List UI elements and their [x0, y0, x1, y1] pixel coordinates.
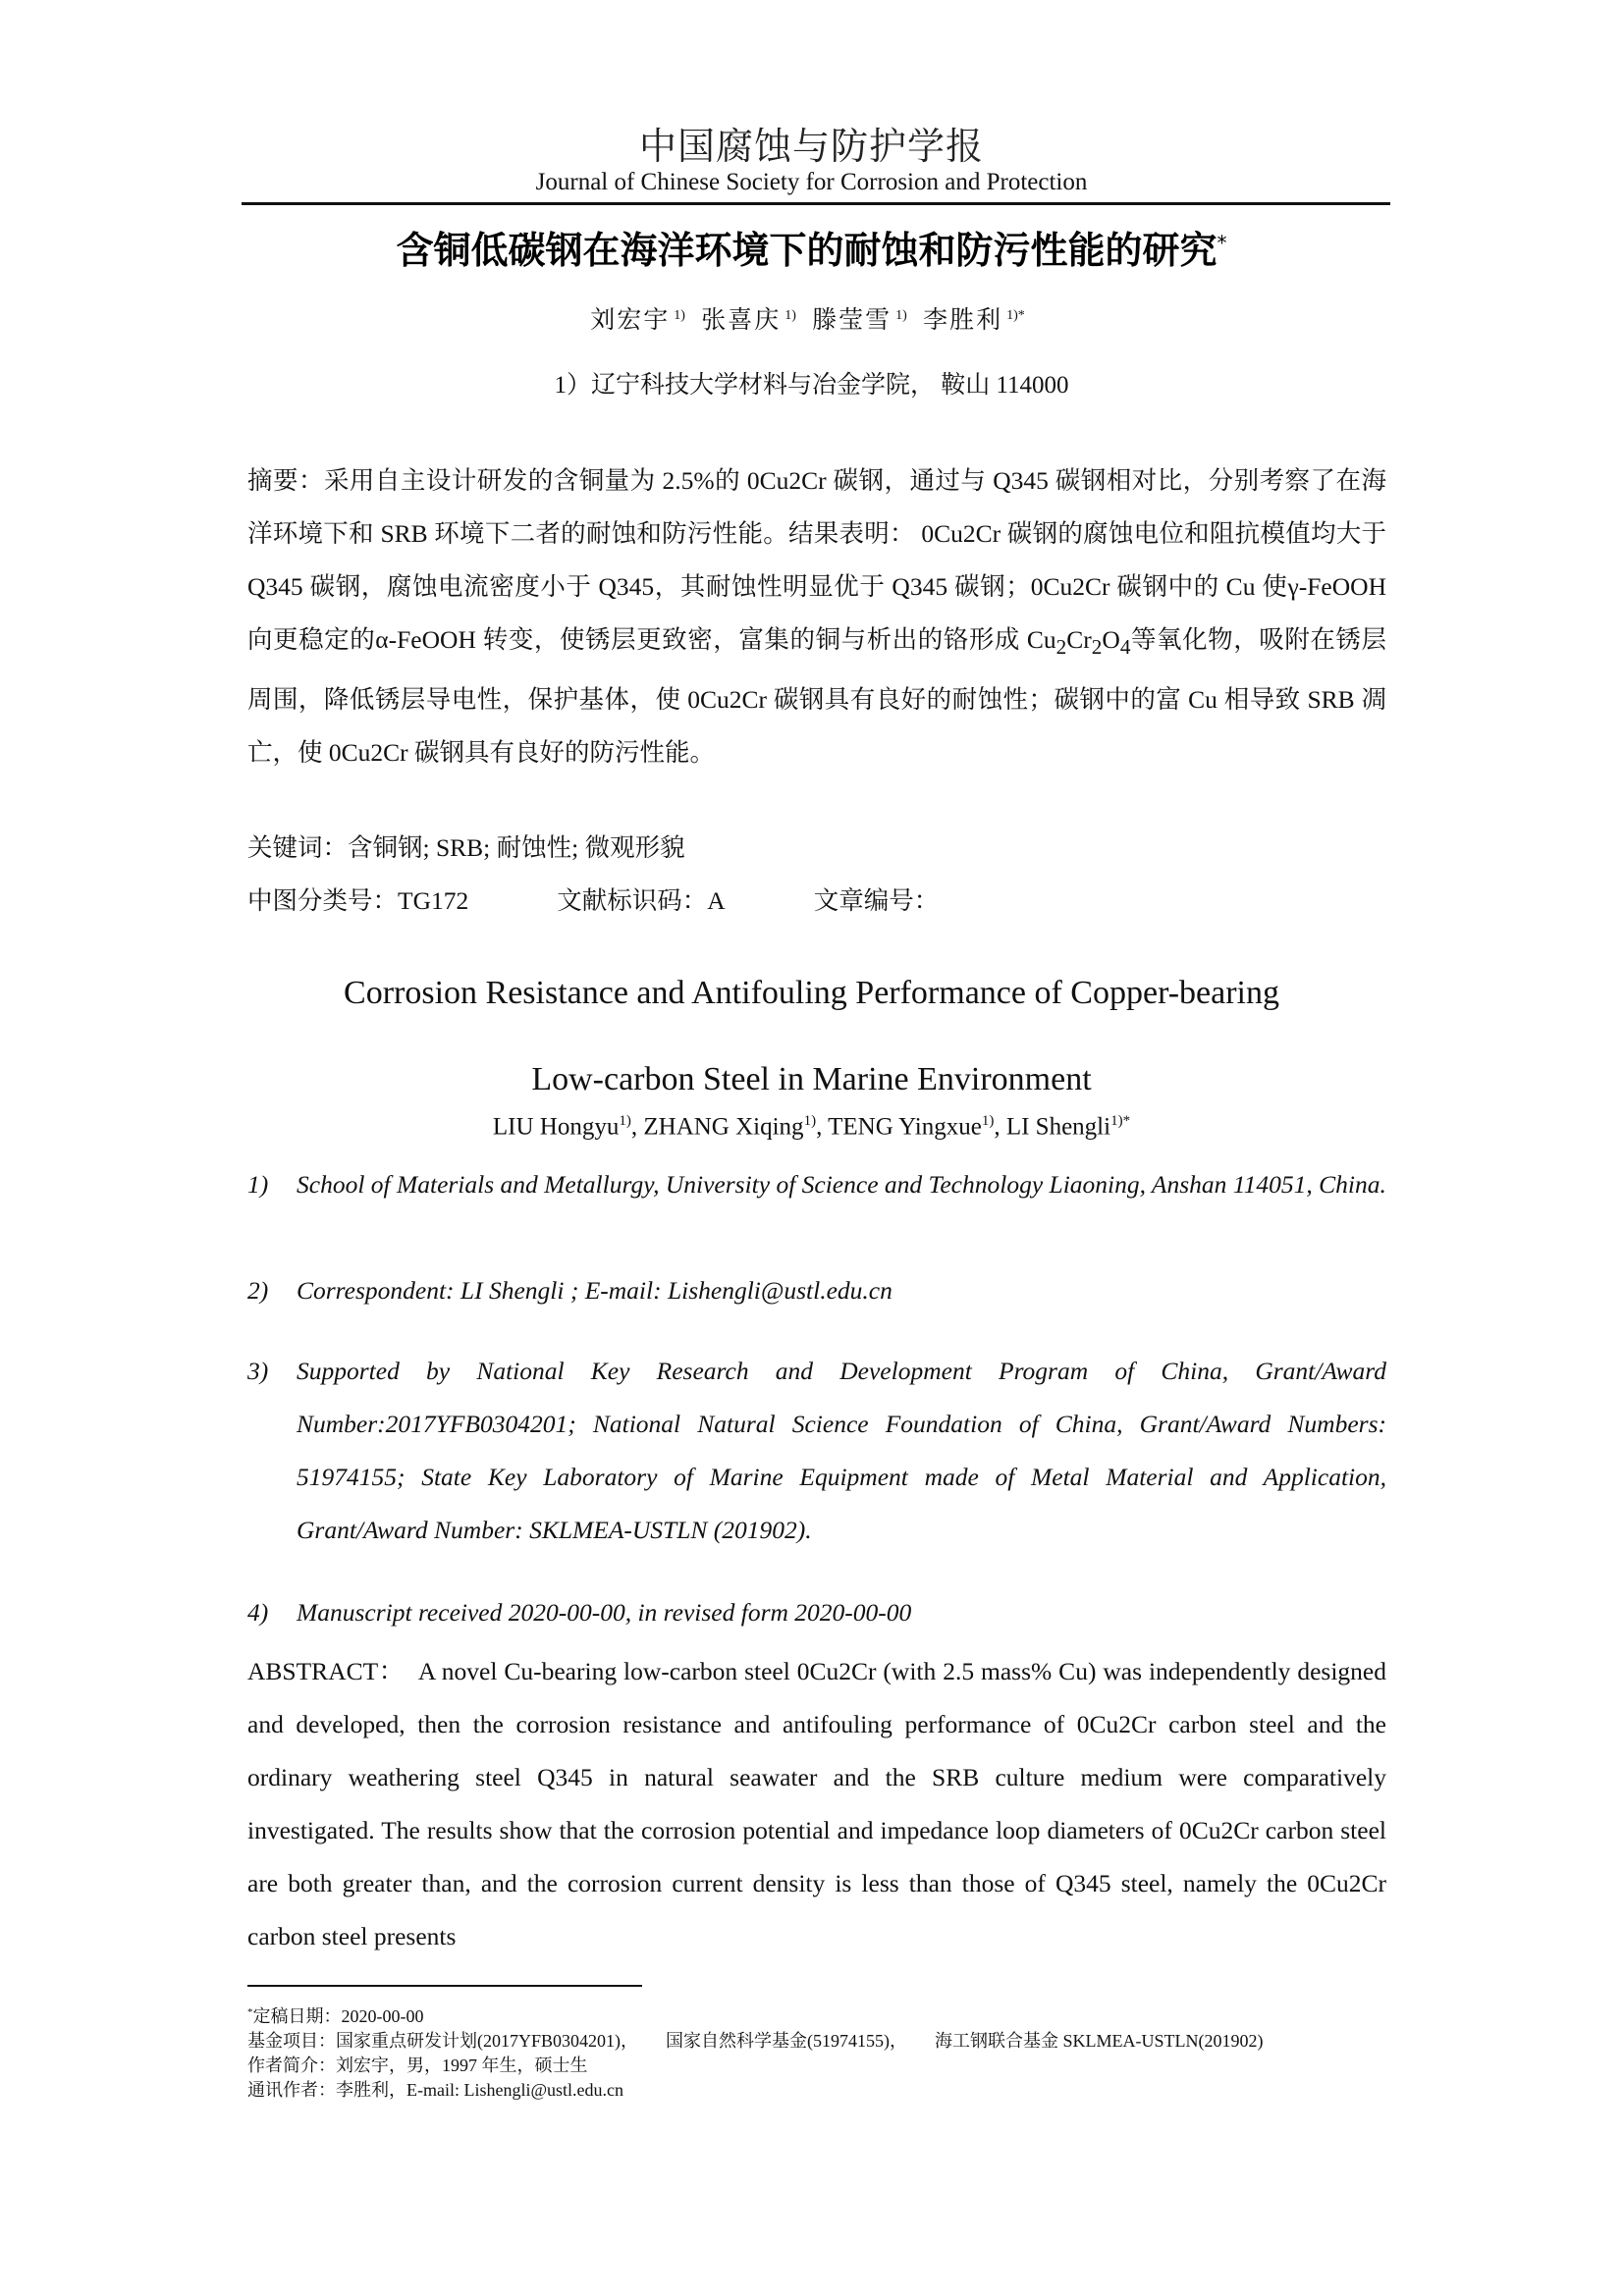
separator: ,: [816, 1113, 829, 1141]
note-manuscript: [247, 1586, 1386, 1639]
authors-en: [0, 1113, 1623, 1141]
fund-item: 海工钢联合基金 SKLMEA-USTLN(201902): [935, 2031, 1264, 2051]
article-no-label: 文章编号：: [813, 886, 940, 915]
footnote-funding: [247, 2029, 1391, 2054]
journal-name-en: Journal of Chinese Society for Corrosion and Protection: [535, 169, 1088, 195]
doc-code-value: A: [707, 886, 726, 915]
date-text: 定稿日期：2020-00-00: [252, 2006, 424, 2026]
author-name: 李胜利: [923, 307, 1003, 334]
paper-title-en: Corrosion Resistance and Antifouling Performance of Copper-bearing Low-carbon Steel in Marine Environment: [344, 975, 1279, 1097]
abstract-cn-text: Cr: [1066, 625, 1092, 654]
fund-item: 国家重点研发计划(2017YFB0304201)，: [336, 2031, 639, 2051]
author-name-en: TENG Yingxue: [828, 1113, 982, 1141]
classification-line: [247, 881, 1027, 917]
note-text: Manuscript received 2020-00-00, in revised form 2020-00-00: [297, 1598, 912, 1627]
fund-item: 国家自然科学基金(51974155)，: [666, 2031, 908, 2051]
abstract-en: [247, 1645, 1386, 1963]
keywords-label: 关键词：: [247, 833, 349, 862]
footnote-date: [247, 2001, 1391, 2029]
subscript: 4: [1119, 635, 1131, 660]
keywords-text: 含铜钢; SRB; 耐蚀性; 微观形貌: [348, 833, 685, 862]
note-number: 2): [247, 1276, 269, 1305]
paper-title-cn: [0, 220, 1623, 274]
subscript: 2: [1055, 635, 1067, 660]
footnote-mark: *: [247, 2006, 253, 2018]
author-name: 滕莹雪: [812, 307, 893, 334]
author-mark: 1): [784, 307, 796, 323]
keywords: [247, 828, 685, 864]
document-code: [557, 881, 725, 917]
note-number: 1): [247, 1170, 269, 1199]
author-name: 刘宏宇: [590, 307, 671, 334]
doc-code-label: 文献标识码：: [557, 886, 708, 915]
note-number: 3): [247, 1357, 269, 1385]
separator: ,: [630, 1113, 644, 1141]
abstract-en-label: ABSTRACT：: [247, 1657, 405, 1685]
note-text: School of Materials and Metallurgy, University of Science and Technology Liaoning, Anshan 114051, China.: [297, 1170, 1386, 1199]
author-mark: 1): [619, 1113, 631, 1129]
header-rule: [242, 202, 1390, 205]
affiliation-cn: 1）辽宁科技大学材料与冶金学院， 鞍山 114000: [554, 372, 1069, 399]
abstract-cn-label: 摘要：: [247, 466, 324, 495]
footnotes: [247, 2001, 1391, 2103]
footnote-author-bio: 作者简介：刘宏宇，男，1997 年生，硕士生: [247, 2056, 588, 2075]
abstract-cn-text: O: [1102, 625, 1120, 654]
abstract-en-text: A novel Cu-bearing low-carbon steel 0Cu2Cr (with 2.5 mass% Cu) was independently designed and developed, then the corrosion resistance and antifouling performance of 0Cu2Cr carbon steel and the ordinary weathering steel Q345 in natural seawater and the SRB culture medium were comparatively investigated. The results show that the corrosion potential and impedance loop diameters of 0Cu2Cr carbon steel are both greater than, and the corrosion current density is less than those of Q345 steel, namely the 0Cu2Cr carbon steel presents: [247, 1657, 1386, 1950]
clc-value: TG172: [398, 886, 469, 915]
note-text: Correspondent: LI Shengli ; E-mail: Lishengli@ustl.edu.cn: [297, 1276, 893, 1305]
author-mark: 1): [803, 1113, 817, 1129]
author-name: 张喜庆: [701, 307, 782, 334]
subscript: 2: [1091, 635, 1103, 660]
abstract-cn-text: 等氧化物，吸附在锈层周围，降低锈层导电性，保护基体，使 0Cu2Cr 碳钢具有良好的耐蚀性；碳钢中的富 Cu 相导致 SRB 凋亡，使 0Cu2Cr 碳钢具有良好的防污性能。: [247, 625, 1386, 768]
title-text: 含铜低碳钢在海洋环境下的耐蚀和防污性能的研究: [396, 229, 1217, 272]
authors-cn: [0, 300, 1623, 336]
footnote-correspondent: 通讯作者：李胜利，E-mail: Lishengli@ustl.edu.cn: [247, 2080, 624, 2100]
clc-number: [247, 881, 468, 917]
author-mark: 1)*: [1110, 1113, 1131, 1129]
note-funding: [247, 1345, 1386, 1557]
abstract-cn-text: 采用自主设计研发的含铜量为 2.5%的 0Cu2Cr 碳钢，通过与 Q345 碳钢相对比，分别考察了在海洋环境下和 SRB 环境下二者的耐蚀和防污性能。结果表明： 0Cu2Cr 碳钢的腐蚀电位和阻抗模值均大于 Q345 碳钢，腐蚀电流密度小于 Q345，其耐蚀性明显优于 Q345 碳钢；0Cu2Cr 碳钢中的 Cu 使γ-FeOOH 向更稳定的α-FeOOH 转变，使锈层更致密，富集的铜与析出的铬形成 Cu: [247, 466, 1386, 654]
abstract-cn: [247, 454, 1386, 779]
title-footnote-mark: *: [1217, 231, 1227, 255]
note-number: 4): [247, 1598, 269, 1627]
fund-label: 基金项目：: [247, 2031, 336, 2051]
author-name-en: ZHANG Xiqing: [643, 1113, 804, 1141]
journal-name-cn: 中国腐蚀与防护学报: [638, 127, 984, 168]
author-mark: 1): [895, 307, 907, 323]
author-mark: 1)*: [1006, 307, 1025, 323]
article-number: [814, 881, 940, 917]
author-mark: 1): [981, 1113, 995, 1129]
note-affiliation: [247, 1158, 1386, 1211]
clc-label: 中图分类号：: [247, 886, 399, 915]
note-text: Supported by National Key Research and Development Program of China, Grant/Award Number:2017YFB0304201; National Natural Science Foundation of China, Grant/Award Numbers: 51974155; State Key Laboratory of Marine Equipment made of Metal Material and Application, Grant/Award Number: SKLMEA-USTLN (201902).: [297, 1357, 1386, 1544]
footnote-rule: [247, 1985, 642, 1987]
author-mark: 1): [674, 307, 685, 323]
separator: ,: [994, 1113, 1006, 1141]
note-correspondent: [247, 1264, 1386, 1317]
author-name-en: LI Shengli: [1005, 1113, 1111, 1141]
author-name-en: LIU Hongyu: [492, 1113, 620, 1141]
